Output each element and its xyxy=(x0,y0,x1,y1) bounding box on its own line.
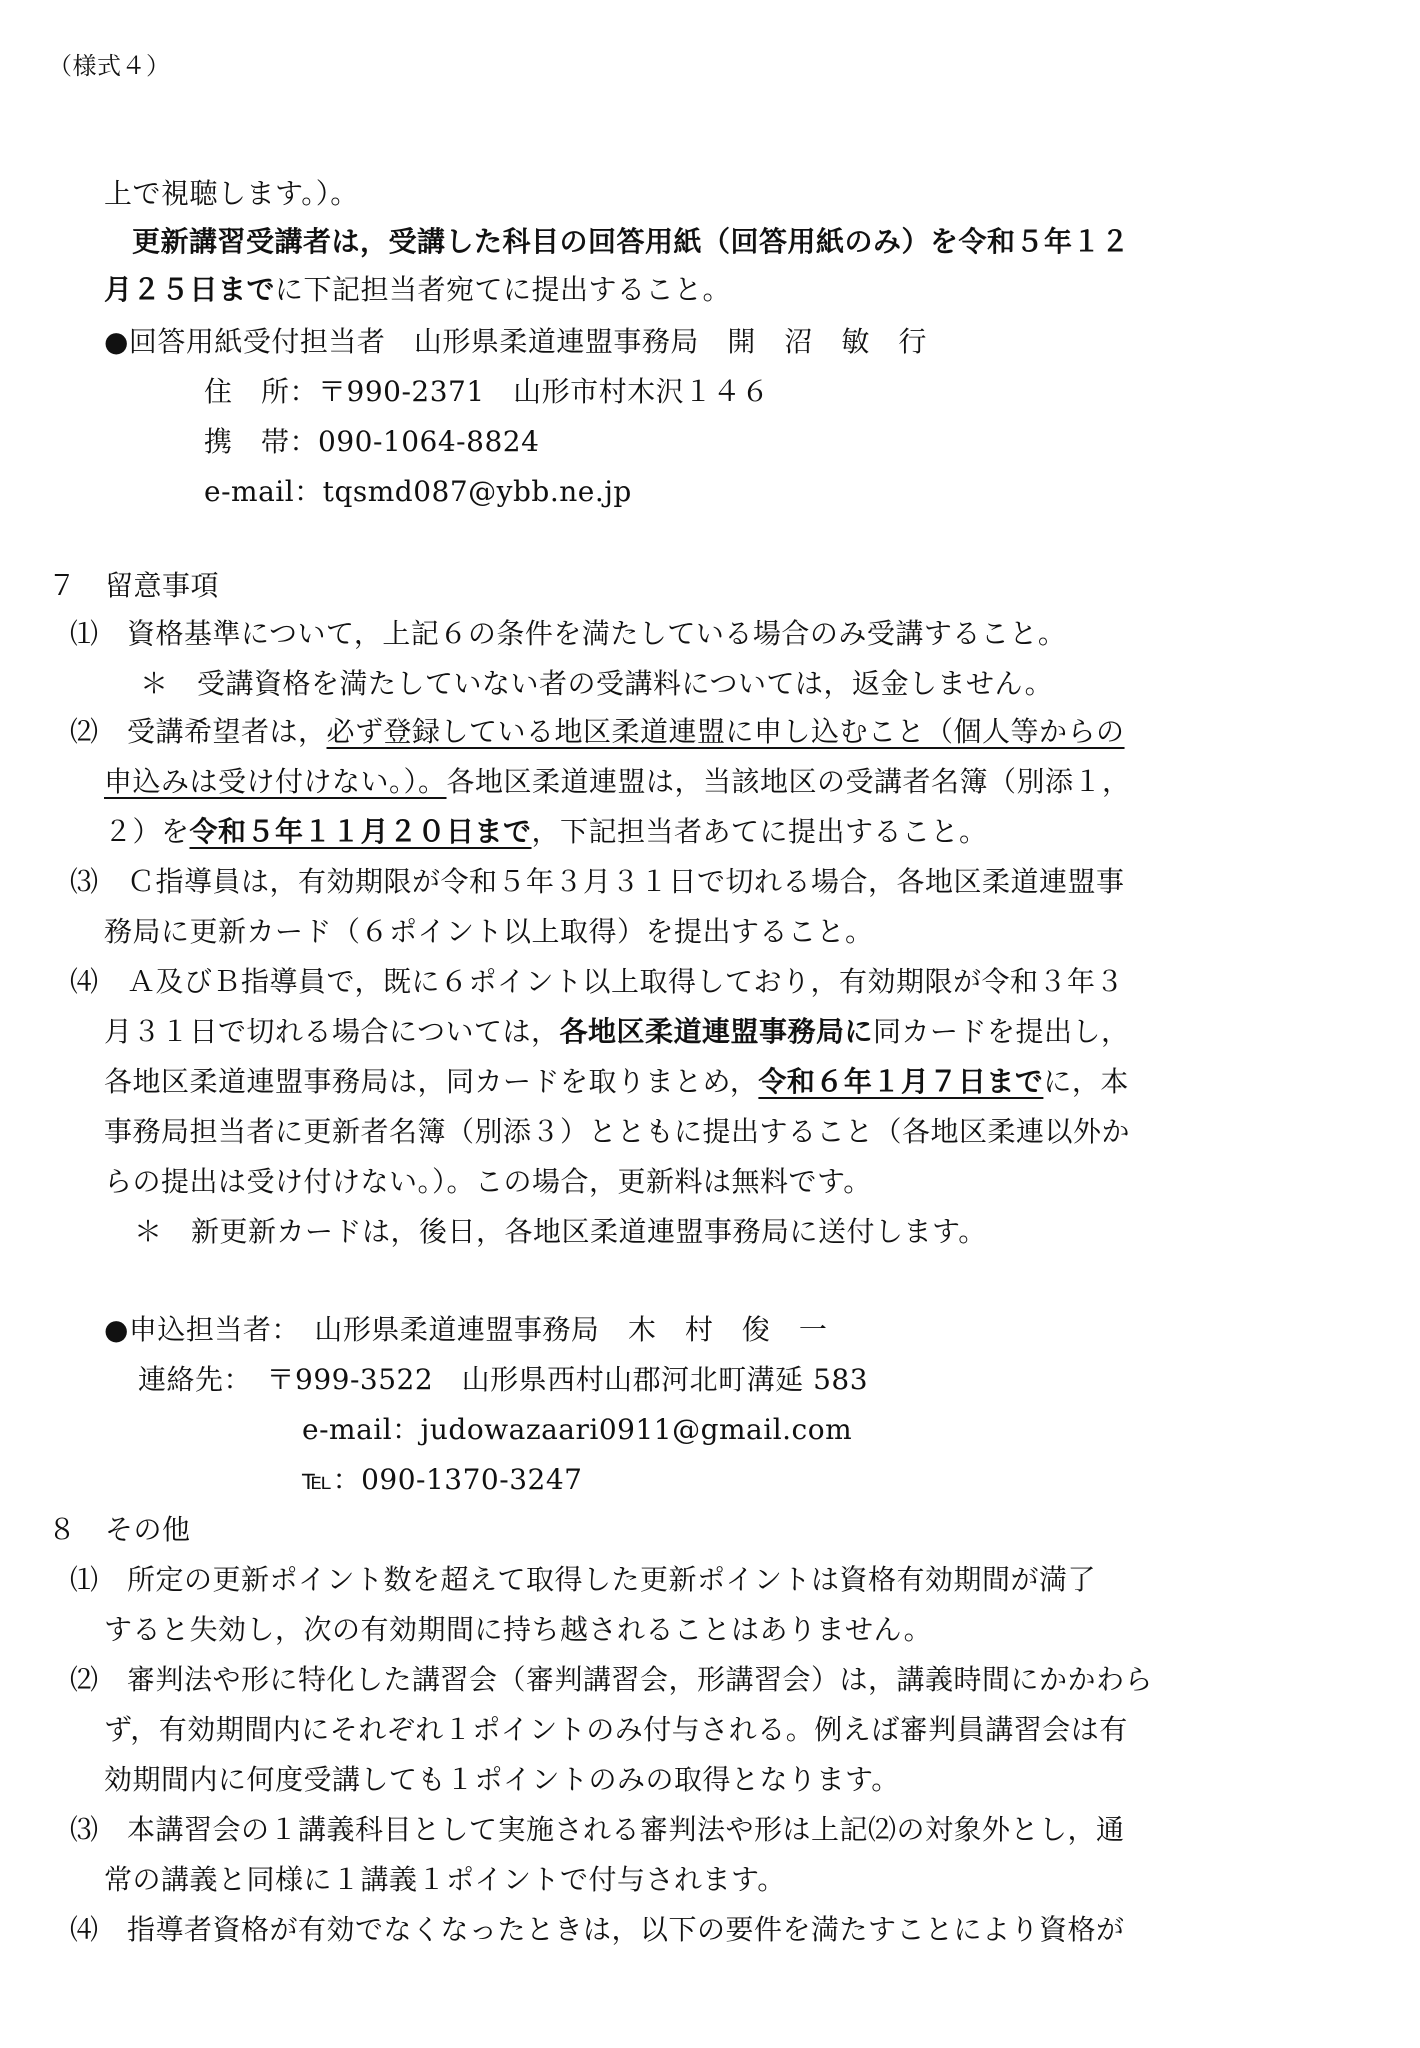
item-2-underlined-a: 必ず登録している地区柔道連盟に申し込むこと（個人等からの xyxy=(326,715,1125,748)
section-7-item-4-line-5: らの提出は受け付けない。）。この場合，更新料は無料です。 xyxy=(104,1165,872,1198)
answer-sheet-contact-address: 住 所：〒990-2371 山形市村木沢１４６ xyxy=(204,375,770,408)
item-2-deadline: 令和５年１１月２０日まで xyxy=(189,815,532,848)
deadline-emphasis: 月２５日まで xyxy=(104,273,276,306)
section-7-item-4-note: ＊ 新更新カードは，後日，各地区柔道連盟事務局に送付します。 xyxy=(134,1215,987,1248)
deadline-rest: に下記担当者宛てに提出すること。 xyxy=(275,273,732,306)
section-8-item-1-line-1: ⑴ 所定の更新ポイント数を超えて取得した更新ポイントは資格有効期間が満了 xyxy=(70,1563,1097,1596)
continued-line: 上で視聴します。）。 xyxy=(104,177,359,210)
application-contact-email: e-mail：judowazaari0911@gmail.com xyxy=(302,1413,853,1446)
section-8-item-3-line-2: 常の講義と同様に１講義１ポイントで付与されます。 xyxy=(104,1863,786,1896)
section-7-item-4-line-3 xyxy=(104,1062,1129,1102)
submission-deadline-line xyxy=(104,270,731,310)
answer-sheet-contact-mobile: 携 帯：090-1064-8824 xyxy=(204,425,540,458)
item-4-c-rest: に，本 xyxy=(1043,1065,1129,1098)
item-4-deadline: 令和６年１月７日まで xyxy=(758,1065,1044,1098)
item-2-rest: 各地区柔道連盟は，当該地区の受講者名簿（別添１， xyxy=(446,765,1131,798)
section-7-item-4-line-1: ⑷ Ａ及びＢ指導員で，既に６ポイント以上取得しており，有効期限が令和３年３ xyxy=(70,965,1124,998)
item-2-c-prefix: ２）を xyxy=(104,815,190,848)
form-label: （様式４） xyxy=(48,52,171,80)
item-4-b-emphasis: 各地区柔道連盟事務局に xyxy=(559,1015,873,1048)
section-8-item-2-line-2: ず，有効期間内にそれぞれ１ポイントのみ付与される。例えば審判員講習会は有 xyxy=(104,1713,1128,1746)
section-7-item-3-line-1: ⑶ Ｃ指導員は，有効期限が令和５年３月３１日で切れる場合，各地区柔道連盟事 xyxy=(70,865,1125,898)
section-7-item-3-line-2: 務局に更新カード（６ポイント以上取得）を提出すること。 xyxy=(104,915,874,948)
application-contact-heading: ●申込担当者： 山形県柔道連盟事務局 木 村 俊 一 xyxy=(104,1313,828,1346)
section-8-item-4-line-1: ⑷ 指導者資格が有効でなくなったときは，以下の要件を満たすことにより資格が xyxy=(70,1913,1125,1946)
section-7-item-1-note: ＊ 受講資格を満たしていない者の受講料については，返金しません。 xyxy=(140,667,1054,700)
item-2-underlined-b: 申込みは受け付けない。）。 xyxy=(104,765,447,798)
section-8-item-3-line-1: ⑶ 本講習会の１講義科目として実施される審判法や形は上記⑵の対象外とし，通 xyxy=(70,1813,1125,1846)
answer-sheet-contact-heading: ●回答用紙受付担当者 山形県柔道連盟事務局 開 沼 敏 行 xyxy=(104,325,927,358)
section-7-item-2-line-3 xyxy=(104,812,988,852)
application-contact-address: 連絡先： 〒999-3522 山形県西村山郡河北町溝延 583 xyxy=(138,1363,869,1396)
item-2-c-rest: ，下記担当者あてに提出すること。 xyxy=(531,815,988,848)
section-7-item-4-line-2 xyxy=(104,1012,1129,1052)
section-8-heading: ８ その他 xyxy=(48,1513,191,1546)
section-7-item-2-line-2 xyxy=(104,762,1131,802)
section-7-item-1: ⑴ 資格基準について，上記６の条件を満たしている場合のみ受講すること。 xyxy=(70,617,1067,650)
submission-instruction-line: 更新講習受講者は，受講した科目の回答用紙（回答用紙のみ）を令和５年１２ xyxy=(132,225,1130,258)
application-contact-tel: ℡：090-1370-3247 xyxy=(302,1463,583,1496)
item-4-b-rest: 同カードを提出し， xyxy=(872,1015,1130,1048)
section-7-item-4-line-4: 事務局担当者に更新者名簿（別添３）とともに提出すること（各地区柔連以外か xyxy=(104,1115,1131,1148)
section-8-item-2-line-3: 効期間内に何度受講しても１ポイントのみの取得となります。 xyxy=(104,1763,900,1796)
item-4-c-prefix: 各地区柔道連盟事務局は，同カードを取りまとめ， xyxy=(104,1065,759,1098)
section-7-heading: ７ 留意事項 xyxy=(48,569,220,602)
section-7-item-2-line-1 xyxy=(70,712,1125,752)
answer-sheet-contact-email: e-mail：tqsmd087@ybb.ne.jp xyxy=(204,475,632,508)
section-8-item-2-line-1: ⑵ 審判法や形に特化した講習会（審判講習会，形講習会）は，講義時間にかかわら xyxy=(70,1663,1154,1696)
section-8-item-1-line-2: すると失効し，次の有効期間に持ち越されることはありません。 xyxy=(104,1613,933,1646)
item-4-b-prefix: 月３１日で切れる場合については， xyxy=(104,1015,560,1048)
item-2-prefix: ⑵ 受講希望者は， xyxy=(70,715,327,748)
